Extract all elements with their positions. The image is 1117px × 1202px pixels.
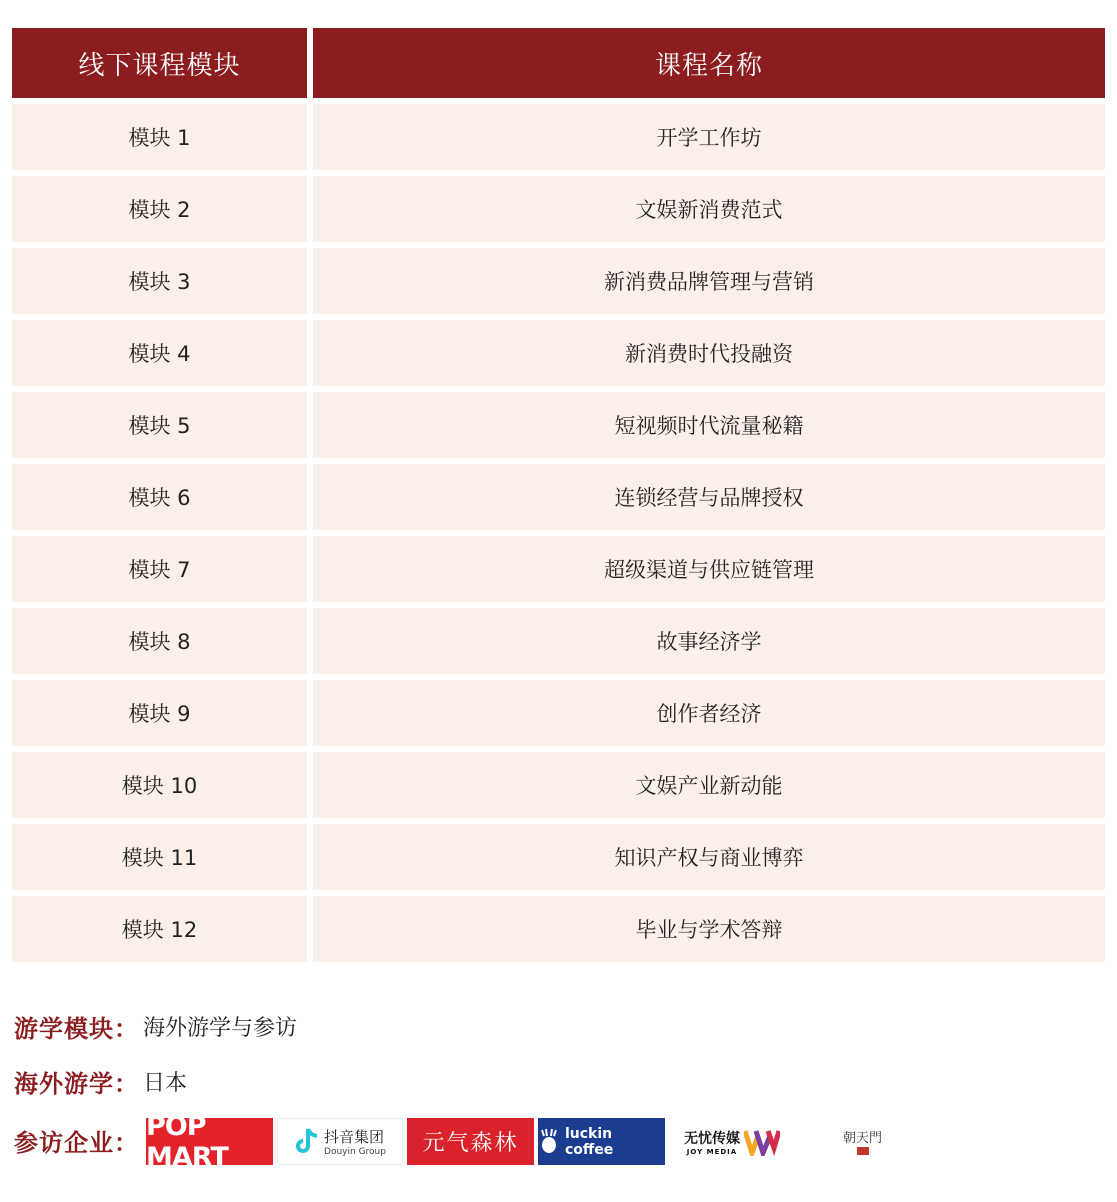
study-tour-value: 海外游学与参访 bbox=[143, 1015, 298, 1041]
course-cell: 文娱新消费范式 bbox=[313, 176, 1105, 242]
douyin-icon bbox=[294, 1127, 320, 1157]
course-cell: 文娱产业新动能 bbox=[313, 752, 1105, 818]
table-row bbox=[12, 392, 1105, 458]
module-cell: 模块 2 bbox=[12, 176, 307, 242]
module-cell: 模块 8 bbox=[12, 608, 307, 674]
genki-logo-text: 元气森林 bbox=[422, 1131, 519, 1156]
table-row bbox=[12, 752, 1105, 818]
module-cell: 模块 4 bbox=[12, 320, 307, 386]
course-table bbox=[12, 28, 1105, 962]
course-cell: 连锁经营与品牌授权 bbox=[313, 464, 1105, 530]
module-cell: 模块 3 bbox=[12, 248, 307, 314]
course-cell: 新消费时代投融资 bbox=[313, 320, 1105, 386]
module-cell: 模块 11 bbox=[12, 824, 307, 890]
popmart-logo bbox=[146, 1110, 273, 1173]
course-cell: 新消费品牌管理与营销 bbox=[313, 248, 1105, 314]
joy-logo-cn: 无忧传媒 bbox=[684, 1130, 740, 1147]
visit-label: 参访企业： bbox=[14, 1128, 139, 1157]
table-row bbox=[12, 608, 1105, 674]
course-cell: 故事经济学 bbox=[313, 608, 1105, 674]
genki-forest-logo bbox=[407, 1118, 534, 1165]
seal-icon bbox=[856, 1146, 870, 1156]
luckin-logo-text: luckin coffee bbox=[564, 1125, 614, 1158]
visit-line bbox=[14, 1120, 139, 1160]
module-cell: 模块 12 bbox=[12, 896, 307, 962]
table-row bbox=[12, 320, 1105, 386]
module-cell: 模块 5 bbox=[12, 392, 307, 458]
overseas-line bbox=[14, 1061, 187, 1101]
course-cell: 创作者经济 bbox=[313, 680, 1105, 746]
joy-media-w-icon bbox=[744, 1128, 780, 1156]
module-cell: 模块 7 bbox=[12, 536, 307, 602]
joy-logo-en: JOY MEDIA bbox=[686, 1147, 738, 1156]
module-cell: 模块 10 bbox=[12, 752, 307, 818]
douyin-logo-cn: 抖音集团 bbox=[324, 1128, 385, 1146]
course-cell: 开学工作坊 bbox=[313, 104, 1105, 170]
chao-logo-text: 朝天門 bbox=[842, 1131, 882, 1146]
table-row bbox=[12, 248, 1105, 314]
course-cell: 短视频时代流量秘籍 bbox=[313, 392, 1105, 458]
table-header bbox=[12, 28, 1105, 98]
table-row bbox=[12, 824, 1105, 890]
module-cell: 模块 9 bbox=[12, 680, 307, 746]
course-cell: 毕业与学术答辩 bbox=[313, 896, 1105, 962]
study-tour-label: 游学模块： bbox=[14, 1014, 139, 1043]
table-row bbox=[12, 464, 1105, 530]
module-cell: 模块 6 bbox=[12, 464, 307, 530]
overseas-label: 海外游学： bbox=[14, 1069, 139, 1098]
module-cell: 模块 1 bbox=[12, 104, 307, 170]
chaotianmen-logo bbox=[799, 1118, 926, 1165]
study-tour-line bbox=[14, 1006, 297, 1046]
course-cell: 超级渠道与供应链管理 bbox=[313, 536, 1105, 602]
luckin-logo bbox=[538, 1118, 665, 1165]
table-row bbox=[12, 104, 1105, 170]
table-row bbox=[12, 680, 1105, 746]
table-row bbox=[12, 176, 1105, 242]
popmart-logo-text: POP MART bbox=[146, 1110, 228, 1173]
table-row bbox=[12, 536, 1105, 602]
course-cell: 知识产权与商业博弈 bbox=[313, 824, 1105, 890]
overseas-value: 日本 bbox=[143, 1070, 188, 1096]
douyin-logo bbox=[277, 1118, 403, 1165]
douyin-logo-en: Douyin Group bbox=[324, 1147, 386, 1157]
deer-icon bbox=[538, 1128, 560, 1156]
header-course: 课程名称 bbox=[313, 28, 1105, 98]
header-module: 线下课程模块 bbox=[12, 28, 307, 98]
joy-media-logo bbox=[669, 1118, 795, 1165]
table-row bbox=[12, 896, 1105, 962]
company-logos bbox=[146, 1110, 926, 1173]
